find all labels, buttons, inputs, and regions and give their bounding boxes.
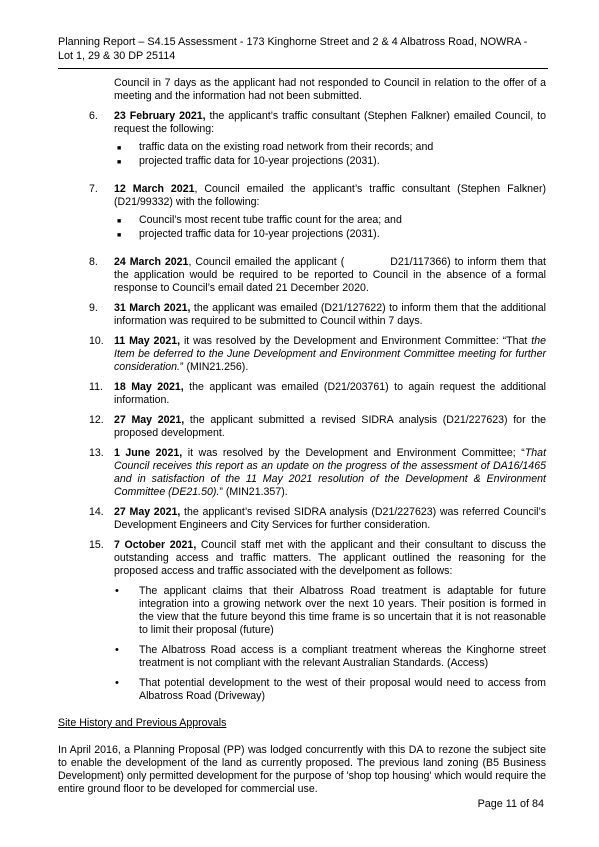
timeline-item-9 — [58, 302, 546, 328]
sub-bullet — [114, 141, 546, 154]
item-15-sublist — [58, 585, 546, 703]
sub-bullet-text: projected traffic data for 10-year projections (2031). — [139, 228, 380, 240]
section-heading: Site History and Previous Approvals — [58, 717, 227, 729]
square-bullet-icon: ■ — [117, 218, 122, 225]
item-date: 18 May 2021, — [114, 381, 184, 393]
sub-bullet — [114, 585, 546, 637]
section-paragraph: In April 2016, a Planning Proposal (PP) was lodged concurrently with this DA to rezone the subject site to enable the development of the land as currently proposed. The previous land zoning (B5 Business Development) only permitted development for the purpose of 'shop top housing' which would require the entire ground floor to be developed for commercial use. — [58, 744, 546, 795]
item-text: ” (MIN21.357). — [219, 486, 288, 498]
item-6-sublist — [58, 141, 546, 168]
item-date: 27 May 2021, — [114, 506, 181, 518]
item-date: 31 March 2021, — [114, 302, 191, 314]
timeline-item-14 — [58, 506, 546, 532]
item-text: Council staff met with the applicant and their consultant to discuss the outstanding access and traffic matters. The applicant outlined the reasoning for the proposed access and traffic associated with the develpoment as follows: — [114, 539, 546, 577]
item-text: the applicant was emailed (D21/127622) to inform them that the additional information was required to be submitted to Council within 7 days. — [114, 302, 546, 327]
timeline-item-15 — [58, 539, 546, 578]
sub-bullet — [114, 214, 546, 227]
header-divider — [58, 68, 548, 69]
item-number: 15. — [89, 539, 104, 551]
item-text: the applicant’s revised SIDRA analysis (D21/227623) was referred Council’s Development Engineers and City Services for further consideration. — [114, 506, 546, 531]
document-body — [58, 77, 546, 796]
item-text: , Council emailed the applicant ( — [188, 256, 345, 268]
sub-bullet — [114, 228, 546, 241]
page-header — [58, 35, 548, 63]
timeline-item-7 — [58, 183, 546, 209]
item-number: 9. — [89, 302, 98, 314]
item-number: 14. — [89, 506, 104, 518]
header-line-1: Planning Report – S4.15 Assessment - 173 Kinghorne Street and 2 & 4 Albatross Road, NOWRA - — [58, 36, 528, 48]
item-number: 12. — [89, 414, 104, 426]
square-bullet-icon: ■ — [117, 145, 122, 152]
item-text: the applicant’s traffic consultant (Stephen Falkner) emailed Council, to request the following: — [114, 110, 546, 135]
item-number: 6. — [89, 110, 98, 122]
sub-bullet-text: Council’s most recent tube traffic count for the area; and — [139, 214, 402, 226]
timeline-item-12 — [58, 414, 546, 440]
item-date: 27 May 2021, — [114, 414, 185, 426]
item-text: it was resolved by the Development and Environment Committee: “That — [180, 335, 532, 347]
item-text: , Council emailed the applicant’s traffic consultant (Stephen Falkner) (D21/99332) with the following: — [114, 183, 546, 208]
resolution-quote: That Council receives this report as an update on the progress of the assessment of DA16/1465 and in satisfaction of the 11 May 2021 resolution of the Development & Environment Committee (DE21.50). — [114, 447, 547, 498]
sub-bullet-text: The Albatross Road access is a compliant treatment whereas the Kinghorne street treatment is not compliant with the relevant Australian Standards. (Access) — [139, 644, 546, 669]
sub-bullet-text: That potential development to the west of their proposal would need to access from Albatross Road (Driveway) — [139, 677, 546, 702]
timeline-item-11 — [58, 381, 546, 407]
sub-bullet-text: traffic data on the existing road network from their records; and — [139, 141, 434, 153]
item-date: 12 March 2021 — [114, 183, 195, 195]
round-bullet-icon: • — [115, 644, 119, 656]
item-number: 11. — [89, 381, 103, 393]
timeline-item-10 — [58, 335, 546, 374]
sub-bullet-text: The applicant claims that their Albatross Road treatment is adaptable for future integration into a growing network over the next 10 years. Their position is formed in the view that the future beyond this time frame is so uncertain that it is not reasonable to limit their proposal (future) — [139, 585, 546, 636]
item-date: 1 June 2021, — [114, 447, 183, 459]
sub-bullet — [114, 677, 546, 703]
item-date: 7 October 2021, — [114, 539, 197, 551]
timeline-item-6 — [58, 110, 546, 136]
sub-bullet — [114, 644, 546, 670]
item-text: the applicant submitted a revised SIDRA analysis (D21/227623) for the proposed development. — [114, 414, 546, 439]
item-number: 10. — [89, 335, 104, 347]
round-bullet-icon: • — [115, 585, 119, 597]
item-date: 11 May 2021, — [114, 335, 181, 347]
item-text: the applicant was emailed (D21/203761) to again request the additional information. — [114, 381, 546, 406]
square-bullet-icon: ■ — [117, 159, 122, 166]
resolution-quote: the Item be deferred to the June Development and Environment Committee meeting for further consideration. — [114, 335, 546, 373]
square-bullet-icon: ■ — [117, 232, 122, 239]
sub-bullet-text: projected traffic data for 10-year projections (2031). — [139, 155, 380, 167]
item-text: it was resolved by the Development and Environment Committee; “ — [182, 447, 525, 459]
page-number: Page 11 of 84 — [477, 798, 544, 810]
item-text: ” (MIN21.256). — [179, 361, 249, 373]
item-text: D21/117366) to inform them that the application would be required to be reported to Council in the absence of a formal response to Council’s email dated 21 December 2020. — [114, 256, 546, 294]
item-number: 7. — [89, 183, 98, 195]
header-line-2: Lot 1, 29 & 30 DP 25114 — [58, 50, 176, 62]
item-number: 13. — [89, 447, 104, 459]
item-7-sublist — [58, 214, 546, 241]
item-date: 24 March 2021 — [114, 256, 189, 268]
timeline-item-8 — [58, 256, 546, 295]
item-number: 8. — [89, 256, 98, 268]
sub-bullet — [114, 155, 546, 168]
continuation-paragraph: Council in 7 days as the applicant had not responded to Council in relation to the offer of a meeting and the information had not been submitted. — [114, 77, 546, 102]
round-bullet-icon: • — [115, 677, 119, 689]
timeline-item-13 — [58, 447, 546, 499]
item-date: 23 February 2021, — [114, 110, 206, 122]
